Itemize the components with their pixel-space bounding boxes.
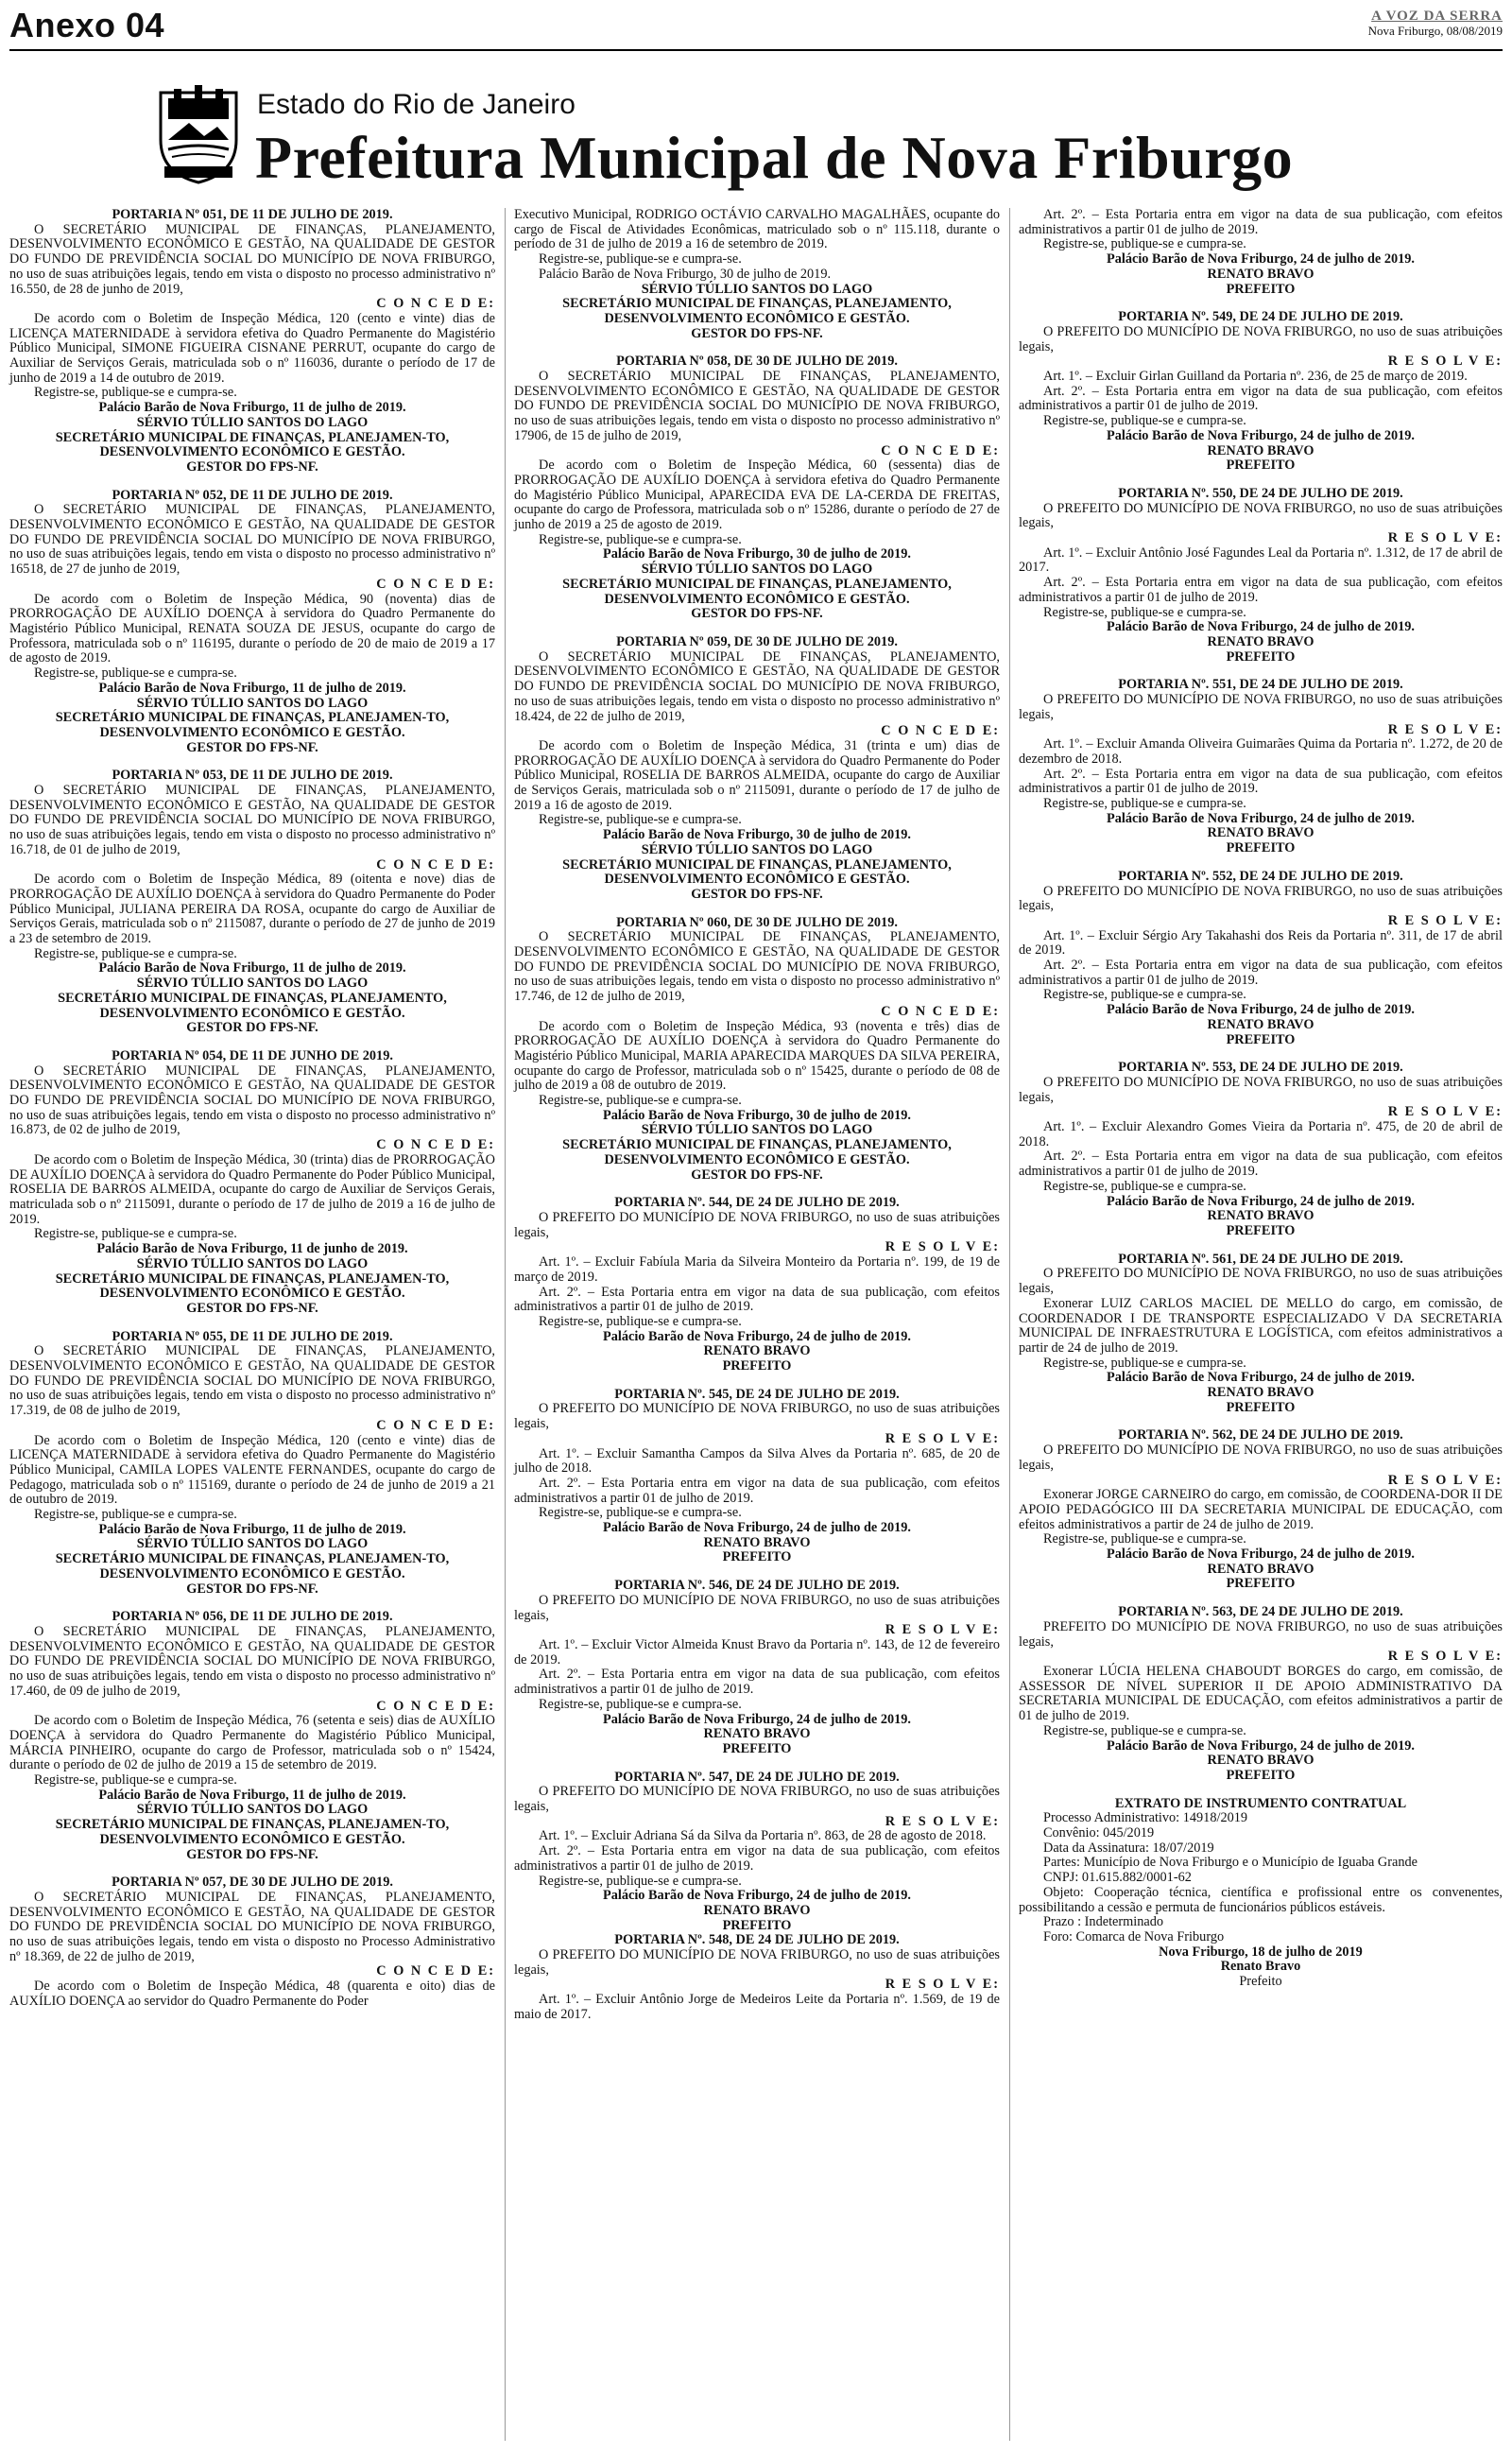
signature-line: GESTOR DO FPS-NF. [186,1020,318,1036]
signature-line: Palácio Barão de Nova Friburgo, 30 de julho de 2019. [602,827,912,843]
paragraph: Art. 2º. – Esta Portaria entra em vigor na data de sua publicação, com efeitos administrativos a partir 01 de julho de 2019. [514,1843,1000,1874]
paragraph: Executivo Municipal, RODRIGO OCTÁVIO CARVALHO MAGALHÃES, ocupante do cargo de Fiscal de Atividades Econômicas, matriculado sob o nº 115.118, durante o período de 31 de julho de 2019 a 16 de setembro de 2019. [514,207,1000,252]
paragraph: Art. 2º. – Esta Portaria entra em vigor na data de sua publicação, com efeitos administrativos a partir 01 de julho de 2019. [514,1284,1000,1315]
signature-line: PREFEITO [1226,1399,1296,1415]
signature-line: Palácio Barão de Nova Friburgo, 24 de julho de 2019. [1106,1737,1416,1754]
signature-line: PREFEITO [722,1549,792,1565]
decision-heading: C O N C E D E: [881,723,1000,739]
paragraph: O SECRETÁRIO MUNICIPAL DE FINANÇAS, PLANEJAMENTO, DESENVOLVIMENTO ECONÔMICO E GESTÃO, NA QUALIDADE DE GESTOR DO FUNDO DE PREVIDÊNCIA SOCIAL DO MUNICÍPIO DE NOVA FRIBURGO, no uso de suas atribuições legais, tendo em vista o disposto no processo administrativo nº 16.550, de 28 de junho de 2019, [9,221,495,297]
signature-line: RENATO BRAVO [1207,1753,1314,1769]
signature-line: GESTOR DO FPS-NF. [186,1846,318,1862]
portaria-block [514,208,1000,341]
portaria-block [1019,1428,1503,1592]
portaria-title: PORTARIA Nº. 561, DE 24 DE JULHO DE 2019. [1118,1251,1403,1267]
paragraph: De acordo com o Boletim de Inspeção Médica, 120 (cento e vinte) dias de LICENÇA MATERNIDADE à servidora efetiva do Quadro Permanente do Magistério Público Municipal, SIMONE FIGUEIRA CISNANE PERRUT, ocupante do cargo de Auxiliar de Serviços Gerais, matriculada sob o nº 116036, durante o período de 17 de junho de 2019 a 14 de outubro de 2019. [9,310,495,386]
paragraph: De acordo com o Boletim de Inspeção Médica, 31 (trinta e um) dias de PRORROGAÇÃO DE AUXÍLIO DOENÇA à servidora do Quadro Permanente do Poder Público Municipal, ROSELIA DE BARROS ALMEIDA, ocupante do cargo de Auxiliar de Serviços Gerais, matriculada sob o nº 2115091, durante o período de 17 de julho de 2019 a 16 de agosto de 2019. [514,737,1000,813]
decision-heading: C O N C E D E: [376,1137,495,1153]
decision-heading: C O N C E D E: [376,1417,495,1433]
paragraph: Foro: Comarca de Nova Friburgo [1043,1928,1225,1944]
signature-line: RENATO BRAVO [1207,633,1314,649]
paragraph: O PREFEITO DO MUNICÍPIO DE NOVA FRIBURGO, no uso de suas atribuições legais, [1019,1074,1503,1105]
paragraph: O SECRETÁRIO MUNICIPAL DE FINANÇAS, PLANEJAMENTO, DESENVOLVIMENTO ECONÔMICO E GESTÃO, NA QUALIDADE DE GESTOR DO FUNDO DE PREVIDÊNCIA SOCIAL DO MUNICÍPIO DE NOVA FRIBURGO, no uso de suas atribuições legais, tendo em vista o disposto no processo administrativo nº 16.873, de 02 de julho de 2019, [9,1063,495,1138]
signature-line: SÉRVIO TÚLLIO SANTOS DO LAGO [136,695,369,711]
paragraph: Registre-se, publique-se e cumpra-se. [1043,1531,1246,1547]
decision-heading: R E S O L V E: [1387,530,1503,546]
paragraph: O PREFEITO DO MUNICÍPIO DE NOVA FRIBURGO, no uso de suas atribuições legais, [1019,500,1503,531]
paragraph: Art. 1º. – Excluir Adriana Sá da Silva da Portaria nº. 863, de 28 de agosto de 2018. [539,1828,987,1844]
signature-line: SECRETÁRIO MUNICIPAL DE FINANÇAS, PLANEJAMEN-TO, DESENVOLVIMENTO ECONÔMICO E GESTÃO. [55,429,450,460]
signature-line: PREFEITO [1226,1031,1296,1047]
portaria-title: PORTARIA Nº 051, DE 11 DE JULHO DE 2019. [112,207,393,222]
portaria-title: PORTARIA Nº 058, DE 30 DE JULHO DE 2019. [616,354,898,370]
paragraph: Registre-se, publique-se e cumpra-se. [34,385,237,401]
city-crest-icon [151,83,246,187]
signature-line: GESTOR DO FPS-NF. [186,1300,318,1316]
signature-line: SECRETÁRIO MUNICIPAL DE FINANÇAS, PLANEJAMENTO, DESENVOLVIMENTO ECONÔMICO E GESTÃO. [562,856,952,888]
paragraph: Objeto: Cooperação técnica, científica e profissional entre os convenentes, possibilitando a cessão e permuta de funcionários públicos estáveis. [1019,1884,1503,1915]
portaria-block [9,489,495,756]
signature-line: SÉRVIO TÚLLIO SANTOS DO LAGO [136,1255,369,1271]
signature-line: Palácio Barão de Nova Friburgo, 24 de julho de 2019. [1106,619,1416,635]
signature-line: PREFEITO [1226,458,1296,474]
paragraph: Data da Assinatura: 18/07/2019 [1043,1840,1214,1856]
portaria-block [1019,1605,1503,1783]
signature-line: SECRETÁRIO MUNICIPAL DE FINANÇAS, PLANEJAMENTO, DESENVOLVIMENTO ECONÔMICO E GESTÃO. [562,576,952,607]
page-header [9,6,1503,49]
signature-line: RENATO BRAVO [703,1534,811,1550]
paragraph: Art. 2º. – Esta Portaria entra em vigor na data de sua publicação, com efeitos administrativos a partir 01 de julho de 2019. [1019,207,1503,237]
portaria-title: PORTARIA Nº. 547, DE 24 DE JULHO DE 2019. [614,1769,900,1785]
signature-line: Palácio Barão de Nova Friburgo, 24 de julho de 2019. [602,1328,912,1344]
paragraph: O SECRETÁRIO MUNICIPAL DE FINANÇAS, PLANEJAMENTO, DESENVOLVIMENTO ECONÔMICO E GESTÃO, NA QUALIDADE DE GESTOR DO FUNDO DE PREVIDÊNCIA SOCIAL DO MUNICÍPIO DE NOVA FRIBURGO, no uso de suas atribuições legais, tendo em vista o disposto no processo administrativo nº 18.424, de 22 de julho de 2019, [514,648,1000,724]
portaria-block [1019,208,1503,297]
paragraph: O PREFEITO DO MUNICÍPIO DE NOVA FRIBURGO, no uso de suas atribuições legais, [1019,1443,1503,1473]
paragraph: Art. 2º. – Esta Portaria entra em vigor na data de sua publicação, com efeitos administrativos a partir 01 de julho de 2019. [514,1475,1000,1506]
signature-line: Palácio Barão de Nova Friburgo, 11 de junho de 2019. [96,1241,408,1257]
portaria-block [9,1875,495,2009]
signature-line: Palácio Barão de Nova Friburgo, 24 de julho de 2019. [1106,810,1416,826]
paragraph: Art. 2º. – Esta Portaria entra em vigor na data de sua publicação, com efeitos administrativos a partir 01 de julho de 2019. [1019,1149,1503,1180]
decision-heading: C O N C E D E: [881,1003,1000,1019]
signature-line: GESTOR DO FPS-NF. [186,1581,318,1597]
portaria-title: PORTARIA Nº. 562, DE 24 DE JULHO DE 2019. [1118,1427,1403,1443]
paragraph: Exonerar LUIZ CARLOS MACIEL DE MELLO do cargo, em comissão, de COORDENADOR I DE TRANSPORTE ESPECIALIZADO V DA SECRETARIA MUNICIPAL DE INFRAESTRUTURA E LOGÍSTICA, com efeitos administrativos a partir de 24 de julho de 2019. [1019,1295,1503,1356]
paragraph: De acordo com o Boletim de Inspeção Médica, 89 (oitenta e nove) dias de PRORROGAÇÃO DE AUXÍLIO DOENÇA à servidora do Quadro Permanente do Poder Público Municipal, JULIANA PEREIRA DA ROSA, ocupante do cargo de Auxiliar de Serviços Gerais, matriculada sob o nº 2115087, durante o período de 27 de junho de 2019 a 23 de setembro de 2019. [9,872,495,947]
portaria-title: PORTARIA Nº. 545, DE 24 DE JULHO DE 2019. [614,1386,900,1402]
signature-line: Prefeito [1239,1974,1282,1990]
paragraph: Convênio: 045/2019 [1043,1825,1155,1841]
signature-line: PREFEITO [1226,648,1296,665]
paragraph: Art. 2º. – Esta Portaria entra em vigor na data de sua publicação, com efeitos administrativos a partir 01 de julho de 2019. [1019,766,1503,797]
paragraph: Art. 2º. – Esta Portaria entra em vigor na data de sua publicação, com efeitos administrativos a partir 01 de julho de 2019. [514,1667,1000,1698]
signature-line: Palácio Barão de Nova Friburgo, 24 de julho de 2019. [602,1711,912,1727]
newspaper-date: Nova Friburgo, 08/08/2019 [1367,24,1503,38]
signature-line: RENATO BRAVO [1207,1385,1314,1401]
decision-heading: R E S O L V E: [885,1977,1000,1993]
decision-heading: R E S O L V E: [885,1430,1000,1446]
signature-line: PREFEITO [722,1358,792,1374]
paragraph: O PREFEITO DO MUNICÍPIO DE NOVA FRIBURGO, no uso de suas atribuições legais, [514,1401,1000,1432]
portaria-title: PORTARIA Nº 056, DE 11 DE JULHO DE 2019. [112,1609,393,1625]
paragraph: O SECRETÁRIO MUNICIPAL DE FINANÇAS, PLANEJAMENTO, DESENVOLVIMENTO ECONÔMICO E GESTÃO, NA QUALIDADE DE GESTOR DO FUNDO DE PREVIDÊNCIA SOCIAL DO MUNICÍPIO DE NOVA FRIBURGO, no uso de suas atribuições legais, tendo em vista o disposto no processo administrativo nº 17.460, de 09 de julho de 2019, [9,1623,495,1699]
paragraph: Registre-se, publique-se e cumpra-se. [1043,1355,1246,1371]
signature-line: RENATO BRAVO [1207,442,1314,458]
paragraph: CNPJ: 01.615.882/0001-62 [1043,1870,1192,1886]
header-rule [9,49,1503,51]
signature-line: Palácio Barão de Nova Friburgo, 24 de julho de 2019. [602,1888,912,1904]
signature-line: Palácio Barão de Nova Friburgo, 24 de julho de 2019. [1106,251,1416,268]
paragraph: Art. 1º. – Excluir Samantha Campos da Silva Alves da Portaria nº. 685, de 20 de julho de 2018. [514,1445,1000,1477]
portaria-block [9,208,495,475]
decision-heading: C O N C E D E: [376,856,495,873]
signature-line: GESTOR DO FPS-NF. [691,886,823,902]
portaria-title: PORTARIA Nº. 549, DE 24 DE JULHO DE 2019. [1118,309,1403,325]
paragraph: Registre-se, publique-se e cumpra-se. [1043,987,1246,1003]
portaria-title: PORTARIA Nº 059, DE 30 DE JULHO DE 2019. [616,633,898,649]
decision-heading: R E S O L V E: [885,1813,1000,1829]
column-divider [505,208,506,2441]
portaria-title: PORTARIA Nº 054, DE 11 DE JUNHO DE 2019. [112,1047,393,1063]
paragraph: O PREFEITO DO MUNICÍPIO DE NOVA FRIBURGO, no uso de suas atribuições legais, [514,1210,1000,1240]
portaria-block [514,635,1000,903]
annex-label: Anexo 04 [9,6,165,44]
state-name: Estado do Rio de Janeiro [257,89,576,120]
paragraph: PREFEITO DO MUNICÍPIO DE NOVA FRIBURGO, no uso de suas atribuições legais, [1019,1618,1503,1650]
decision-heading: R E S O L V E: [1387,1472,1503,1488]
portaria-block [514,916,1000,1184]
signature-line: RENATO BRAVO [1207,266,1314,282]
paragraph: O SECRETÁRIO MUNICIPAL DE FINANÇAS, PLANEJAMENTO, DESENVOLVIMENTO ECONÔMICO E GESTÃO, NA QUALIDADE DE GESTOR DO FUNDO DE PREVIDÊNCIA SOCIAL DO MUNICÍPIO DE NOVA FRIBURGO, no uso de suas atribuições legais, tendo em vista o disposto no processo administrativo nº 16.718, de 01 de julho de 2019, [9,783,495,857]
paragraph: Exonerar LÚCIA HELENA CHABOUDT BORGES do cargo, em comissão, de ASSESSOR DE NÍVEL SUPERIOR II DE APOIO ADMINISTRATIVO DA SECRETARIA MUNICIPAL DE EDUCAÇÃO, com efeitos administrativos a partir de 01 de julho de 2019. [1019,1663,1503,1724]
signature-line: RENATO BRAVO [703,1902,811,1918]
column-1 [9,208,495,2023]
signature-line: PREFEITO [1226,1223,1296,1238]
signature-line: Palácio Barão de Nova Friburgo, 24 de julho de 2019. [1106,1193,1416,1209]
signature-line: Palácio Barão de Nova Friburgo, 11 de julho de 2019. [98,400,406,416]
signature-line: SÉRVIO TÚLLIO SANTOS DO LAGO [641,281,873,297]
paragraph: Registre-se, publique-se e cumpra-se. [1043,1722,1246,1738]
signature-line: Palácio Barão de Nova Friburgo, 24 de julho de 2019. [1106,1370,1416,1386]
signature-line: SECRETÁRIO MUNICIPAL DE FINANÇAS, PLANEJAMENTO, DESENVOLVIMENTO ECONÔMICO E GESTÃO. [562,296,952,326]
newspaper-info [1368,9,1503,38]
portaria-title: PORTARIA Nº. 544, DE 24 DE JULHO DE 2019. [614,1195,900,1211]
paragraph: O PREFEITO DO MUNICÍPIO DE NOVA FRIBURGO, no uso de suas atribuições legais, [1019,323,1503,354]
portaria-title: PORTARIA Nº. 551, DE 24 DE JULHO DE 2019. [1118,677,1403,693]
portaria-block [514,354,1000,622]
paragraph: Registre-se, publique-se e cumpra-se. [539,1093,742,1109]
signature-line: SÉRVIO TÚLLIO SANTOS DO LAGO [641,1122,873,1138]
signature-line: SÉRVIO TÚLLIO SANTOS DO LAGO [641,841,873,857]
portaria-title: PORTARIA Nº. 546, DE 24 DE JULHO DE 2019. [614,1578,900,1594]
paragraph: O SECRETÁRIO MUNICIPAL DE FINANÇAS, PLANEJAMENTO, DESENVOLVIMENTO ECONÔMICO E GESTÃO, NA QUALIDADE DE GESTOR DO FUNDO DE PREVIDÊNCIA SOCIAL DO MUNICÍPIO DE NOVA FRIBURGO, no uso de suas atribuições legais, tendo em vista o disposto no processo administrativo nº 17.746, de 12 de julho de 2019, [514,929,1000,1005]
decision-heading: C O N C E D E: [376,576,495,592]
portaria-block [1019,870,1503,1047]
signature-line: GESTOR DO FPS-NF. [186,739,318,755]
paragraph: Processo Administrativo: 14918/2019 [1043,1810,1248,1826]
portaria-block [1019,1797,1503,1990]
column-divider [1009,208,1010,2441]
signature-line: Palácio Barão de Nova Friburgo, 11 de julho de 2019. [98,680,406,696]
column-2 [514,208,1000,2036]
paragraph: Registre-se, publique-se e cumpra-se. [539,1873,742,1889]
portaria-block [1019,310,1503,474]
paragraph: De acordo com o Boletim de Inspeção Médica, 76 (setenta e seis) dias de AUXÍLIO DOENÇA à servidora do Quadro Permanente do Magistério Público Municipal, MÁRCIA PINHEIRO, ocupante do cargo de Professor, matriculada sob o nº 15424, durante o período de 02 de julho de 2019 a 15 de setembro de 2019. [9,1713,495,1773]
signature-line: GESTOR DO FPS-NF. [691,1167,823,1183]
paragraph: Exonerar JORGE CARNEIRO do cargo, em comissão, de COORDENA-DOR II DE APOIO PEDAGÓGICO III DA SECRETARIA MUNICIPAL DE EDUCAÇÃO, com efeitos administrativos a partir de 24 de julho de 2019. [1019,1487,1503,1532]
signature-line: SÉRVIO TÚLLIO SANTOS DO LAGO [136,414,369,430]
signature-line: PORTARIA Nº. 548, DE 24 DE JULHO DE 2019. [614,1932,900,1948]
signature-line: PREFEITO [1226,281,1296,297]
paragraph: O PREFEITO DO MUNICÍPIO DE NOVA FRIBURGO, no uso de suas atribuições legais, [1019,1266,1503,1297]
portaria-title: PORTARIA Nº. 550, DE 24 DE JULHO DE 2019. [1118,485,1403,501]
signature-line: RENATO BRAVO [1207,1208,1314,1224]
paragraph: Registre-se, publique-se e cumpra-se. [1043,236,1246,252]
signature-line: PREFEITO [722,1740,792,1756]
paragraph: Registre-se, publique-se e cumpra-se. [539,1505,742,1521]
portaria-title: PORTARIA Nº 055, DE 11 DE JULHO DE 2019. [112,1328,393,1344]
portaria-title: PORTARIA Nº. 563, DE 24 DE JULHO DE 2019. [1118,1604,1403,1620]
signature-line: PREFEITO [722,1917,792,1933]
signature-line: PREFEITO [1226,840,1296,856]
paragraph: O SECRETÁRIO MUNICIPAL DE FINANÇAS, PLANEJAMENTO, DESENVOLVIMENTO ECONÔMICO E GESTÃO, NA QUALIDADE DE GESTOR DO FUNDO DE PREVIDÊNCIA SOCIAL DO MUNICÍPIO DE NOVA FRIBURGO, no uso de suas atribuições legais, tendo em vista o disposto no processo administrativo nº 17.319, de 08 de julho de 2019, [9,1343,495,1419]
signature-line: SÉRVIO TÚLLIO SANTOS DO LAGO [136,976,369,992]
signature-line: GESTOR DO FPS-NF. [691,606,823,622]
paragraph: Registre-se, publique-se e cumpra-se. [539,1696,742,1712]
paragraph: Prazo : Indeterminado [1043,1914,1164,1930]
paragraph: Art. 1º. – Excluir Alexandro Gomes Vieira da Portaria nº. 475, de 20 de abril de 2018. [1019,1119,1503,1149]
paragraph: Registre-se, publique-se e cumpra-se. [34,1507,237,1523]
signature-line: SECRETÁRIO MUNICIPAL DE FINANÇAS, PLANEJAMENTO, DESENVOLVIMENTO ECONÔMICO E GESTÃO. [58,990,447,1021]
signature-line: GESTOR DO FPS-NF. [691,325,823,341]
signature-line: Palácio Barão de Nova Friburgo, 24 de julho de 2019. [1106,427,1416,443]
signature-line: SECRETÁRIO MUNICIPAL DE FINANÇAS, PLANEJAMEN-TO, DESENVOLVIMENTO ECONÔMICO E GESTÃO. [55,1270,450,1302]
paragraph: Art. 2º. – Esta Portaria entra em vigor na data de sua publicação, com efeitos administrativos a partir 01 de julho de 2019. [1019,575,1503,605]
paragraph: Registre-se, publique-se e cumpra-se. [1043,796,1246,812]
paragraph: Registre-se, publique-se e cumpra-se. [1043,1178,1246,1194]
paragraph: O SECRETÁRIO MUNICIPAL DE FINANÇAS, PLANEJAMENTO, DESENVOLVIMENTO ECONÔMICO E GESTÃO, NA QUALIDADE DE GESTOR DO FUNDO DE PREVIDÊNCIA SOCIAL DO MUNICÍPIO DE NOVA FRIBURGO, no uso de suas atribuições legais, tendo em vista o disposto no Processo Administrativo nº 18.369, de 22 de julho de 2019, [9,1889,495,1964]
portaria-title: PORTARIA Nº 057, DE 30 DE JULHO DE 2019. [112,1875,393,1891]
paragraph: O PREFEITO DO MUNICÍPIO DE NOVA FRIBURGO, no uso de suas atribuições legais, [514,1947,1000,1978]
signature-line: PREFEITO [1226,1576,1296,1592]
paragraph: O PREFEITO DO MUNICÍPIO DE NOVA FRIBURGO, no uso de suas atribuições legais, [1019,692,1503,722]
signature-line: SECRETÁRIO MUNICIPAL DE FINANÇAS, PLANEJAMENTO, DESENVOLVIMENTO ECONÔMICO E GESTÃO. [562,1137,952,1167]
portaria-block [514,1579,1000,1756]
paragraph: Art. 1º. – Excluir Sérgio Ary Takahashi dos Reis da Portaria nº. 311, de 17 de abril de 2019. [1019,927,1503,959]
paragraph: De acordo com o Boletim de Inspeção Médica, 90 (noventa) dias de PRORROGAÇÃO DE AUXÍLIO DOENÇA à servidora do Quadro Permanente do Magistério Público Municipal, RENATA SOUZA DE JESUS, ocupante do cargo de Professora, matriculada sob o nº 116195, durante o período de 20 de maio de 2019 a 17 de agosto de 2019. [9,591,495,666]
decision-heading: R E S O L V E: [885,1622,1000,1638]
signature-line: Palácio Barão de Nova Friburgo, 11 de julho de 2019. [98,1787,406,1803]
decision-heading: R E S O L V E: [1387,1104,1503,1120]
signature-line: Palácio Barão de Nova Friburgo, 30 de julho de 2019. [602,546,912,562]
paragraph: O PREFEITO DO MUNICÍPIO DE NOVA FRIBURGO, no uso de suas atribuições legais, [514,1592,1000,1623]
paragraph: De acordo com o Boletim de Inspeção Médica, 60 (sessenta) dias de PRORROGAÇÃO DE AUXÍLIO DOENÇA à servidora efetiva do Quadro Permanente do Magistério Público Municipal, APARECIDA EVA DE LA-CERDA DE FREITAS, ocupante do cargo de Professora, matriculada sob o nº 15286, durante o período de 27 de junho de 2019 a 25 de agosto de 2019. [514,458,1000,533]
column-3 [1019,208,1503,2003]
decision-heading: R E S O L V E: [1387,1649,1503,1665]
signature-line: Palácio Barão de Nova Friburgo, 24 de julho de 2019. [602,1520,912,1536]
decision-heading: C O N C E D E: [881,442,1000,458]
paragraph: Art. 1º. – Excluir Girlan Guilland da Portaria nº. 236, de 25 de março de 2019. [1043,369,1468,385]
paragraph: Art. 1º. – Excluir Fabíula Maria da Silveira Monteiro da Portaria nº. 199, de 19 de março de 2019. [514,1254,1000,1285]
decision-heading: C O N C E D E: [376,1963,495,1979]
paragraph: Registre-se, publique-se e cumpra-se. [539,251,742,268]
paragraph: Registre-se, publique-se e cumpra-se. [1043,413,1246,429]
paragraph: O PREFEITO DO MUNICÍPIO DE NOVA FRIBURGO, no uso de suas atribuições legais, [514,1784,1000,1815]
paragraph: Art. 1º. – Excluir Antônio Jorge de Medeiros Leite da Portaria nº. 1.569, de 19 de maio de 2017. [514,1992,1000,2022]
portaria-block [1019,1253,1503,1416]
signature-line: SÉRVIO TÚLLIO SANTOS DO LAGO [641,562,873,578]
paragraph: Art. 2º. – Esta Portaria entra em vigor na data de sua publicação, com efeitos administrativos a partir 01 de julho de 2019. [1019,958,1503,988]
portaria-block [1019,1061,1503,1238]
signature-line: SECRETÁRIO MUNICIPAL DE FINANÇAS, PLANEJAMEN-TO, DESENVOLVIMENTO ECONÔMICO E GESTÃO. [55,1551,450,1581]
paragraph: Art. 1º. – Excluir Antônio José Fagundes Leal da Portaria nº. 1.312, de 17 de abril de 2017. [1019,544,1503,576]
paragraph: Registre-se, publique-se e cumpra-se. [34,1772,237,1789]
signature-line: Palácio Barão de Nova Friburgo, 24 de julho de 2019. [1106,1002,1416,1018]
signature-line: RENATO BRAVO [1207,1561,1314,1577]
paragraph: Art. 1º. – Excluir Victor Almeida Knust Bravo da Portaria nº. 143, de 12 de fevereiro de 2019. [514,1636,1000,1668]
signature-line: Palácio Barão de Nova Friburgo, 24 de julho de 2019. [1106,1547,1416,1563]
prefeitura-title: Prefeitura Municipal de Nova Friburgo [255,124,1294,191]
decision-heading: C O N C E D E: [376,1698,495,1714]
signature-line: RENATO BRAVO [1207,1016,1314,1032]
portaria-block [9,1610,495,1862]
portaria-block [514,1771,1000,2023]
signature-line: RENATO BRAVO [1207,825,1314,841]
portaria-title: PORTARIA Nº. 553, DE 24 DE JULHO DE 2019. [1118,1060,1403,1076]
paragraph: Partes: Município de Nova Friburgo e o Município de Iguaba Grande [1043,1855,1418,1871]
paragraph: Registre-se, publique-se e cumpra-se. [34,1226,237,1242]
paragraph: O PREFEITO DO MUNICÍPIO DE NOVA FRIBURGO, no uso de suas atribuições legais, [1019,883,1503,914]
signature-line: Palácio Barão de Nova Friburgo, 30 de julho de 2019. [602,1107,912,1123]
paragraph: De acordo com o Boletim de Inspeção Médica, 30 (trinta) dias de PRORROGAÇÃO DE AUXÍLIO DOENÇA à servidora do Quadro Permanente do Poder Público Municipal, ROSELIA DE BARROS ALMEIDA, ocupante do cargo de Auxiliar de Serviços Gerais, matriculada sob o nº 2115091, durante o período de 17 de julho de 2019 a 16 de julho de 2019. [9,1151,495,1227]
signature-line: Nova Friburgo, 18 de julho de 2019 [1159,1944,1363,1960]
portaria-block [514,1196,1000,1374]
portaria-block [9,769,495,1036]
decision-heading: C O N C E D E: [376,296,495,312]
signature-line: RENATO BRAVO [703,1343,811,1359]
decision-heading: R E S O L V E: [1387,912,1503,928]
paragraph: O SECRETÁRIO MUNICIPAL DE FINANÇAS, PLANEJAMENTO, DESENVOLVIMENTO ECONÔMICO E GESTÃO, NA QUALIDADE DE GESTOR DO FUNDO DE PREVIDÊNCIA SOCIAL DO MUNICÍPIO DE NOVA FRIBURGO, no uso de suas atribuições legais, tendo em vista o disposto no processo administrativo nº 16518, de 27 de junho de 2019, [9,502,495,578]
paragraph: Registre-se, publique-se e cumpra-se. [539,812,742,828]
portaria-title: EXTRATO DE INSTRUMENTO CONTRATUAL [1114,1795,1407,1811]
portaria-title: PORTARIA Nº 052, DE 11 DE JULHO DE 2019. [112,487,393,503]
paragraph: Art. 2º. – Esta Portaria entra em vigor na data de sua publicação, com efeitos administrativos a partir 01 de julho de 2019. [1019,383,1503,414]
portaria-block [1019,678,1503,855]
signature-line: SÉRVIO TÚLLIO SANTOS DO LAGO [136,1536,369,1552]
signature-line: GESTOR DO FPS-NF. [186,458,318,475]
portaria-title: PORTARIA Nº. 552, DE 24 DE JULHO DE 2019. [1118,868,1403,884]
paragraph: De acordo com o Boletim de Inspeção Médica, 93 (noventa e três) dias de PRORROGAÇÃO DE AUXÍLIO DOENÇA à servidora do Quadro Permanente do Magistério Público Municipal, MARIA APARECIDA MARQUES DA SILVA PEREIRA, ocupante do cargo de Professor, matriculada sob o nº 15425, durante o período de 08 de julho de 2019 a 08 de outubro de 2019. [514,1018,1000,1094]
portaria-block [9,1049,495,1317]
masthead [151,76,1380,194]
signature-line: SÉRVIO TÚLLIO SANTOS DO LAGO [136,1802,369,1818]
paragraph: O SECRETÁRIO MUNICIPAL DE FINANÇAS, PLANEJAMENTO, DESENVOLVIMENTO ECONÔMICO E GESTÃO, NA QUALIDADE DE GESTOR DO FUNDO DE PREVIDÊNCIA SOCIAL DO MUNICÍPIO DE NOVA FRIBURGO, no uso de suas atribuições legais, tendo em vista o disposto no processo administrativo nº 17906, de 15 de julho de 2019, [514,369,1000,443]
paragraph: Registre-se, publique-se e cumpra-se. [539,1313,742,1329]
portaria-title: PORTARIA Nº 053, DE 11 DE JULHO DE 2019. [112,768,393,784]
decision-heading: R E S O L V E: [885,1239,1000,1255]
signature-line: SECRETÁRIO MUNICIPAL DE FINANÇAS, PLANEJAMEN-TO, DESENVOLVIMENTO ECONÔMICO E GESTÃO. [55,1817,450,1847]
decision-heading: R E S O L V E: [1387,721,1503,737]
portaria-title: PORTARIA Nº 060, DE 30 DE JULHO DE 2019. [616,914,898,930]
signature-line: PREFEITO [1226,1767,1296,1783]
paragraph: Registre-se, publique-se e cumpra-se. [539,531,742,547]
portaria-block [1019,487,1503,665]
paragraph: Registre-se, publique-se e cumpra-se. [34,945,237,961]
signature-line: Palácio Barão de Nova Friburgo, 11 de julho de 2019. [98,1521,406,1537]
paragraph: De acordo com o Boletim de Inspeção Médica, 120 (cento e vinte) dias de LICENÇA MATERNIDADE à servidora efetiva do Quadro Permanente do Magistério Público Municipal, CAMILA LOPES VALENTE FERNANDES, ocupante do cargo de Pedagogo, matriculada sob o nº 115169, durante o período de 24 de junho de 2019 a 21 de outubro de 2019. [9,1432,495,1508]
portaria-block [9,1330,495,1598]
paragraph: Palácio Barão de Nova Friburgo, 30 de julho de 2019. [539,266,832,282]
signature-line: RENATO BRAVO [703,1726,811,1742]
newspaper-name: A VOZ DA SERRA [1371,9,1503,24]
portaria-block [514,1388,1000,1565]
paragraph: Registre-se, publique-se e cumpra-se. [1043,604,1246,620]
paragraph: Registre-se, publique-se e cumpra-se. [34,665,237,682]
signature-line: Renato Bravo [1220,1959,1301,1975]
signature-line: SECRETÁRIO MUNICIPAL DE FINANÇAS, PLANEJAMEN-TO, DESENVOLVIMENTO ECONÔMICO E GESTÃO. [55,710,450,740]
paragraph: De acordo com o Boletim de Inspeção Médica, 48 (quarenta e oito) dias de AUXÍLIO DOENÇA ao servidor do Quadro Permanente do Poder [9,1979,495,2009]
paragraph: Art. 1º. – Excluir Amanda Oliveira Guimarães Quima da Portaria nº. 1.272, de 20 de dezembro de 2018. [1019,736,1503,767]
decision-heading: R E S O L V E: [1387,354,1503,370]
signature-line: Palácio Barão de Nova Friburgo, 11 de julho de 2019. [98,960,406,976]
